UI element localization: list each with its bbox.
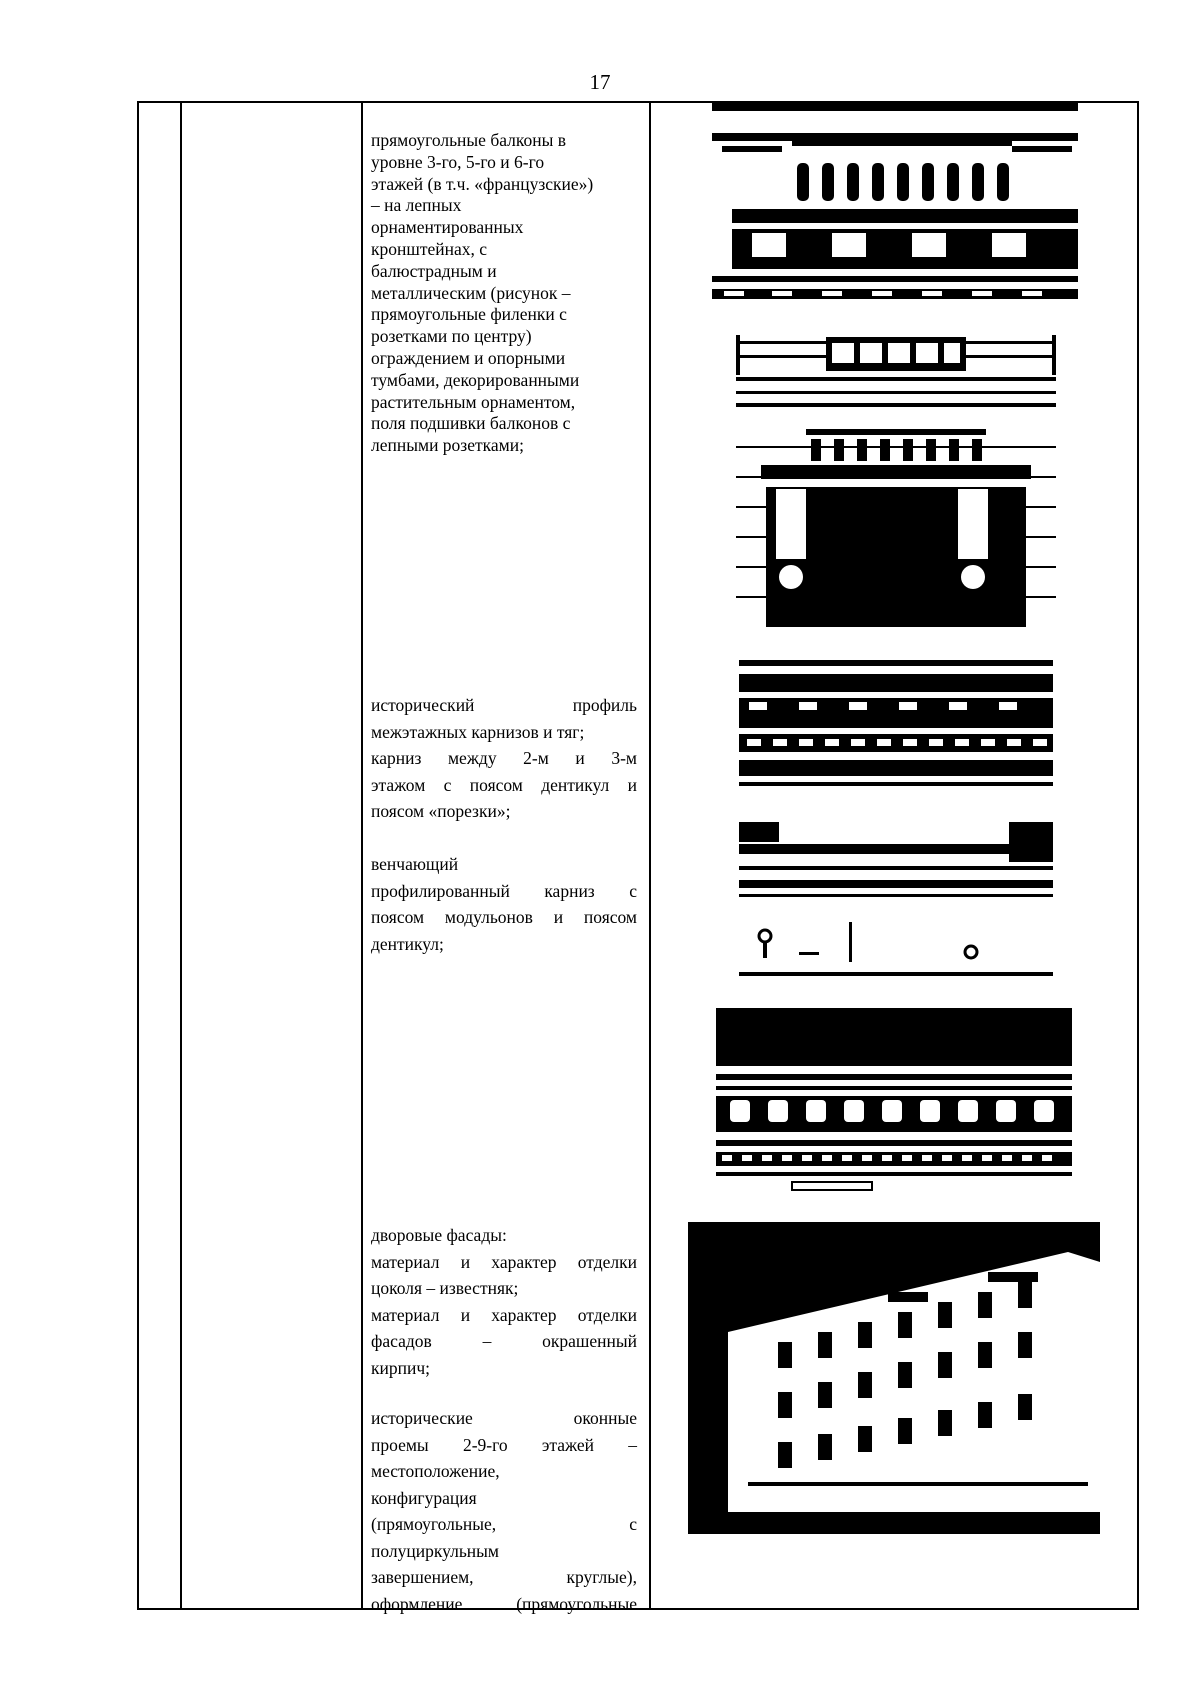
text-line: розетками по центру) [371, 326, 532, 347]
column-divider [649, 103, 651, 1608]
text-line: местоположение, [371, 1461, 500, 1481]
text-line: межэтажных карнизов и тяг; [371, 721, 585, 742]
text-line: фасадов – окрашенный [371, 1331, 637, 1351]
text-line: исторический профиль [371, 695, 637, 715]
cornice-detail-photo [739, 822, 1053, 980]
cornices-description [371, 692, 637, 825]
text-line: материал и характер отделки [371, 1251, 637, 1272]
text-line: (прямоугольные, с [371, 1514, 637, 1534]
interfloor-cornice-photo [739, 660, 1053, 792]
text-line: дентикул; [371, 933, 444, 954]
text-line: поля подшивки балконов с [371, 413, 571, 434]
crowning-cornice-photo [716, 1008, 1072, 1195]
text-line: венчающий [371, 854, 459, 874]
text-line: лепными розетками; [371, 435, 524, 456]
text-line: исторические оконные [371, 1408, 637, 1428]
column-divider [361, 103, 363, 1608]
text-line: карниз между 2-м и 3-м [371, 748, 637, 768]
text-line: поясом модульонов и поясом [371, 907, 637, 927]
text-line: уровне 3-го, 5-го и 6-го [371, 151, 545, 172]
page-number: 17 [589, 70, 611, 94]
text-line: кирпич; [371, 1357, 431, 1378]
text-line: орнаментированных [371, 217, 524, 238]
text-line: – на лепных [371, 195, 462, 216]
text-line: прямоугольные балконы в [371, 130, 566, 150]
text-line: этажом с поясом дентикул и [371, 774, 637, 795]
text-line: растительным орнаментом, [371, 391, 576, 412]
text-line: проемы 2-9-го этажей – [371, 1434, 637, 1455]
text-line: этажей (в т.ч. «французские») [371, 173, 594, 194]
text-line: поясом «порезки»; [371, 801, 511, 821]
balconies-description [371, 130, 637, 457]
text-line: профилированный карниз с [371, 880, 637, 901]
text-line: оформление (прямоугольные [371, 1593, 637, 1614]
text-line: балюстрадным и [371, 260, 497, 281]
text-line: ограждением и опорными [371, 347, 566, 368]
text-line: тумбами, декорированными [371, 369, 580, 390]
text-line: металлическим (рисунок – [371, 282, 571, 303]
text-line: конфигурация [371, 1487, 477, 1508]
french-balcony-photo [736, 335, 1056, 411]
text-line: дворовые фасады: [371, 1225, 507, 1245]
windows-description [371, 1405, 637, 1617]
courtyard-facades-description [371, 1222, 637, 1381]
column-divider [180, 103, 182, 1608]
text-line: кронштейнах, с [371, 238, 488, 259]
text-line: материал и характер отделки [371, 1304, 637, 1325]
balcony-balustrade-photo [712, 101, 1078, 299]
text-line: прямоугольные филенки с [371, 304, 567, 325]
text-line: завершением, круглые), [371, 1567, 637, 1587]
text-line: цоколя – известняк; [371, 1278, 519, 1298]
crowning-cornice-description [371, 851, 637, 957]
courtyard-facade-photo [688, 1222, 1100, 1534]
text-line: полуциркульным [371, 1540, 499, 1561]
balcony-corbels-photo [736, 427, 1056, 629]
